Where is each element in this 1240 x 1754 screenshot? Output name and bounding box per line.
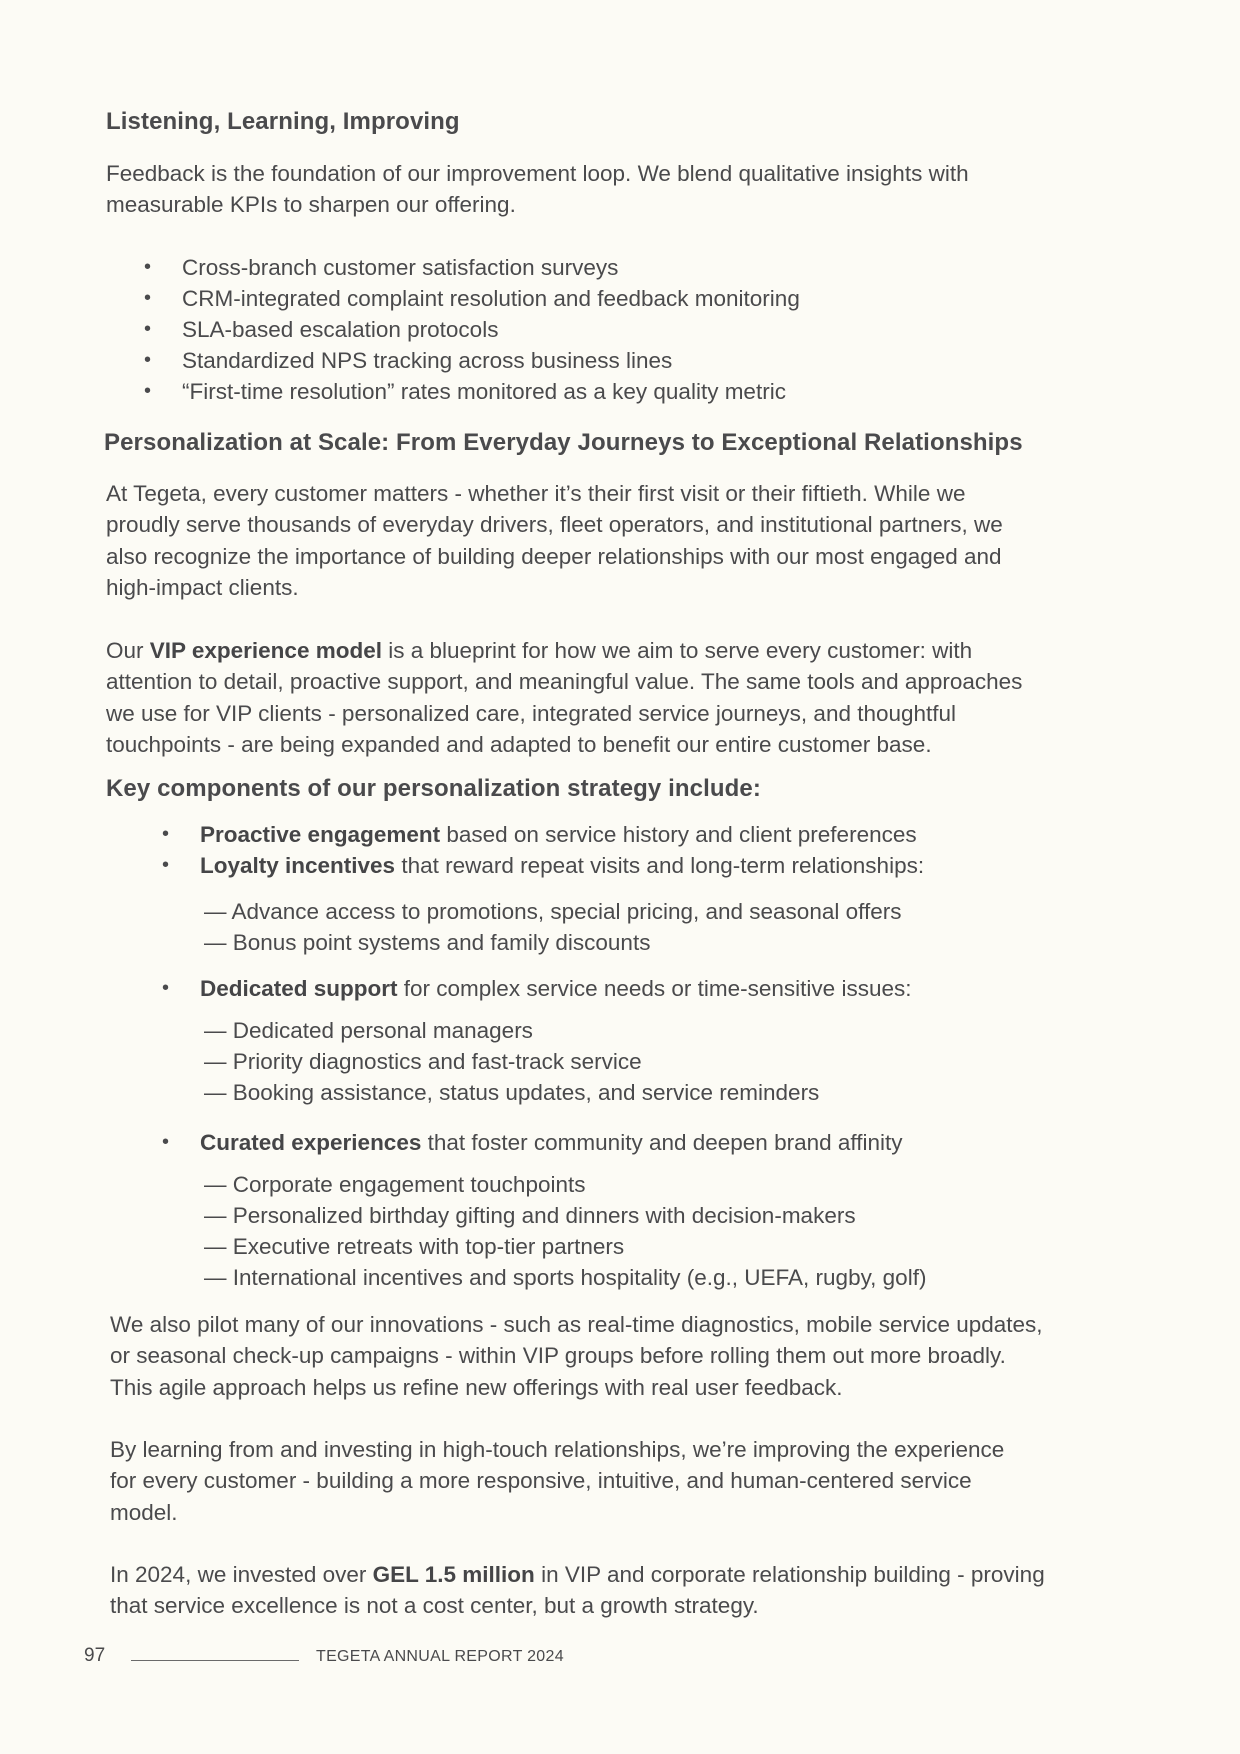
list-item: • Standardized NPS tracking across business lines <box>144 348 673 373</box>
list-item: — Corporate engagement touchpoints <box>204 1172 586 1197</box>
support-sub-list <box>204 1015 819 1108</box>
list-item: — Advance access to promotions, special pricing, and seasonal offers <box>204 899 902 924</box>
list-item: • Cross-branch customer satisfaction surveys <box>144 255 619 280</box>
footer-divider <box>131 1660 299 1661</box>
list-item: — Booking assistance, status updates, and service reminders <box>204 1080 820 1105</box>
components-list-a <box>162 819 924 881</box>
heading-listening: Listening, Learning, Improving <box>106 108 460 135</box>
investment-paragraph: In 2024, we invested over GEL 1.5 million in VIP and corporate relationship building - proving that service excellence is not a cost center, but a growth strategy. <box>110 1562 1045 1619</box>
intro-paragraph: Feedback is the foundation of our improvement loop. We blend qualitative insights with measurable KPIs to sharpen our offering. <box>106 161 969 218</box>
list-item: — Bonus point systems and family discounts <box>204 930 651 955</box>
list-item: • CRM-integrated complaint resolution and feedback monitoring <box>144 286 800 311</box>
loyalty-sub-list <box>204 896 901 958</box>
list-item: • Proactive engagement based on service history and client preferences <box>162 822 917 847</box>
list-item: • Loyalty incentives that reward repeat visits and long-term relationships: <box>162 853 925 878</box>
list-item: — Personalized birthday gifting and dinners with decision-makers <box>204 1203 856 1228</box>
heading-key-components: Key components of our personalization strategy include: <box>106 775 761 802</box>
components-list-c <box>162 1127 902 1158</box>
list-item: • SLA-based escalation protocols <box>144 317 499 342</box>
pilot-paragraph: We also pilot many of our innovations - such as real-time diagnostics, mobile service updates, or seasonal check-up campaigns - within VIP groups before rolling them out more broadly. This agile approach helps us refine new offerings with real user feedback. <box>110 1312 1043 1400</box>
high-touch-paragraph: By learning from and investing in high-touch relationships, we’re improving the experience for every customer - building a more responsive, intuitive, and human-centered service model. <box>110 1437 1005 1525</box>
list-item: • Curated experiences that foster community and deepen brand affinity <box>162 1130 903 1155</box>
heading-personalization: Personalization at Scale: From Everyday Journeys to Exceptional Relationships <box>104 429 1023 456</box>
footer-report-title: TEGETA ANNUAL REPORT 2024 <box>316 1648 564 1665</box>
components-list-b <box>162 973 911 1004</box>
list-item: — Priority diagnostics and fast-track service <box>204 1049 642 1074</box>
list-item: • Dedicated support for complex service needs or time-sensitive issues: <box>162 976 912 1001</box>
list-item: — Executive retreats with top-tier partners <box>204 1234 625 1259</box>
list-item: — International incentives and sports hospitality (e.g., UEFA, rugby, golf) <box>204 1265 927 1290</box>
list-item: — Dedicated personal managers <box>204 1018 533 1043</box>
list-item: • “First-time resolution” rates monitored as a key quality metric <box>144 379 786 404</box>
curated-sub-list <box>204 1169 926 1293</box>
tegeta-paragraph: At Tegeta, every customer matters - whether it’s their first visit or their fiftieth. While we proudly serve thousands of everyday drivers, fleet operators, and institutional partners, we also recognize the importance of building deeper relationships with our most engaged and high-impact clients. <box>106 481 1003 600</box>
page-number: 97 <box>84 1645 106 1666</box>
vip-model-paragraph: Our VIP experience model is a blueprint for how we aim to serve every customer: with attention to detail, proactive support, and meaningful value. The same tools and approaches we use for VIP clients - personalized care, integrated service journeys, and thoughtful touchpoints - are being expanded and adapted to benefit our entire customer base. <box>106 638 1023 757</box>
feedback-bullet-list <box>144 252 800 407</box>
